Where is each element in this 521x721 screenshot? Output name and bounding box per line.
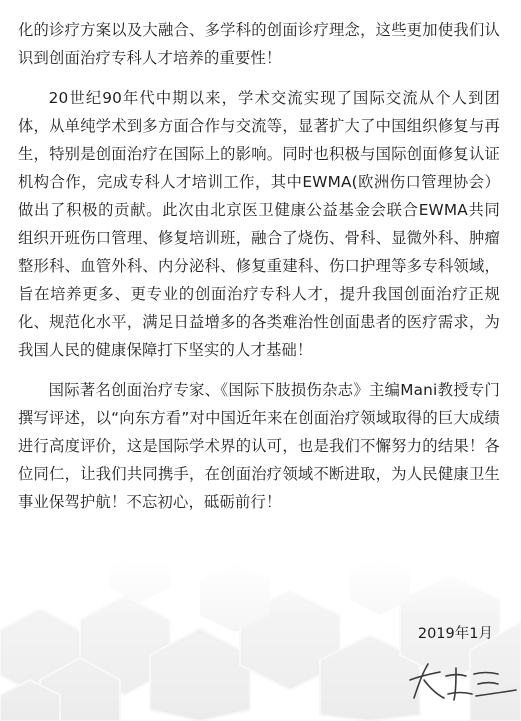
paragraph-1: 化的诊疗方案以及大融合、多学科的创面诊疗理念，这些更加使我们认识到创面治疗专科人才培养的重要性！ — [18, 21, 500, 67]
handwritten-signature — [400, 650, 520, 710]
document-date: 2019年1月 — [417, 626, 493, 642]
article-body — [18, 16, 500, 516]
paragraph-3: 国际著名创面治疗专家、《国际下肢损伤杂志》主编Mani教授专门撰写评述，以“向东方看”对中国近年来在创面治疗领域取得的巨大成绩进行高度评价，这是国际学术界的认可，也是我们不懈努力的结果！各位同仁，让我们共同携手，在创面治疗领域不断进取，为人民健康卫生事业保驾护航！不忘初心，砥砺前行！ — [18, 381, 500, 511]
paragraph-2: 20世纪90年代中期以来，学术交流实现了国际交流从个人到团体，从单纯学术到多方面合作与交流等，显著扩大了中国组织修复与再生，特别是创面治疗在国际上的影响。同时也积极与国际创面修复认证机构合作，完成专科人才培训工作，其中EWMA(欧洲伤口管理协会）做出了积极的贡献。此次由北京医卫健康公益基金会联合EWMA共同组织开班伤口管理、修复培训班，融合了烧伤、骨科、显微外科、肿瘤整形科、血管外科、内分泌科、修复重建科、伤口护理等多专科领域，旨在培养更多、更专业的创面治疗专科人才，提升我国创面治疗正规化、规范化水平，满足日益增多的各类难治性创面患者的医疗需求，为我国人民的健康保障打下坚实的人才基础！ — [18, 89, 500, 359]
